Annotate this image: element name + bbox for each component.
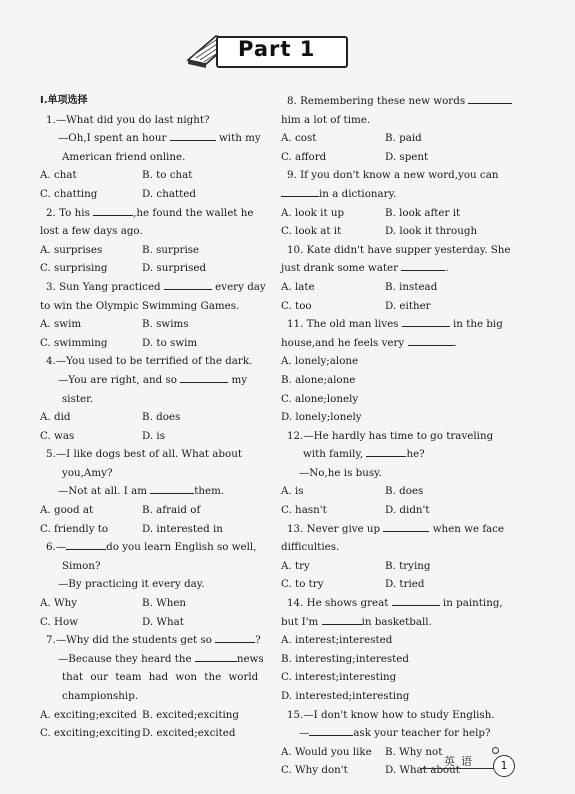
- text: when we face: [429, 522, 505, 535]
- question-6: [40, 538, 262, 631]
- text: he?: [406, 448, 425, 461]
- text: —You are right, and so: [58, 373, 181, 386]
- option-d[interactable]: D. to swim: [142, 336, 198, 349]
- answer-blank[interactable]: [401, 261, 445, 271]
- question-7: [40, 631, 262, 743]
- answer-blank[interactable]: [180, 373, 228, 383]
- option-a[interactable]: A. interest;interested: [281, 634, 393, 647]
- question-text: [40, 204, 262, 223]
- question-11: [281, 315, 517, 427]
- question-text: —By practicing it every day.: [58, 578, 205, 591]
- option-b[interactable]: B. instead: [385, 280, 438, 293]
- answer-blank[interactable]: [93, 206, 133, 216]
- option-a[interactable]: A. did: [40, 411, 71, 424]
- text: ask your teacher for help?: [353, 727, 491, 740]
- text: news: [236, 652, 264, 665]
- text: .: [445, 262, 449, 275]
- options-row: [40, 594, 262, 613]
- answer-blank[interactable]: [215, 633, 255, 643]
- option-b[interactable]: B. surprise: [142, 243, 200, 256]
- question-text: [281, 445, 517, 464]
- answer-blank[interactable]: [195, 652, 237, 662]
- option-d[interactable]: D. is: [142, 429, 166, 442]
- options-row: [40, 408, 262, 427]
- option-d[interactable]: D. excited;excited: [142, 727, 236, 740]
- option-a[interactable]: A. swim: [40, 318, 82, 331]
- question-text: [281, 259, 517, 278]
- text: —: [299, 727, 310, 740]
- text: them.: [194, 485, 225, 498]
- question-text: 12.—He hardly has time to go traveling: [287, 429, 494, 442]
- question-4: [40, 352, 262, 445]
- question-text: [281, 724, 517, 743]
- page-footer: [420, 753, 520, 777]
- text: ?: [255, 634, 261, 647]
- answer-blank[interactable]: [322, 615, 362, 625]
- question-text: Simon?: [62, 559, 101, 572]
- page-title: Part 1: [238, 37, 316, 61]
- left-column: [40, 92, 266, 743]
- text: .: [453, 336, 457, 349]
- option-c[interactable]: C. exciting;exciting: [40, 727, 141, 740]
- options-row: [40, 520, 262, 539]
- options-row: [281, 557, 517, 576]
- question-text: you,Amy?: [62, 466, 113, 479]
- question-1: [40, 111, 262, 204]
- options-row: [281, 129, 517, 148]
- option-d[interactable]: D. look it through: [385, 225, 478, 238]
- text: in a dictionary.: [319, 187, 397, 200]
- option-b[interactable]: B. alone;alone: [281, 373, 356, 386]
- text: ,he found the wallet he: [133, 206, 254, 219]
- question-text: [281, 92, 517, 111]
- question-text: 15.—I don't know how to study English.: [287, 708, 495, 721]
- text: 7.—Why did the students get so: [46, 634, 216, 647]
- option-a[interactable]: A. exciting;excited: [40, 708, 137, 721]
- answer-blank[interactable]: [150, 484, 194, 494]
- question-text: [281, 334, 517, 353]
- option-a[interactable]: A. late: [281, 280, 315, 293]
- subject-label: 英语: [444, 755, 478, 768]
- decoration-circle-icon: [492, 747, 499, 754]
- options-row: [40, 166, 262, 185]
- answer-blank[interactable]: [281, 187, 319, 197]
- question-text: 4.—You used to be terrified of the dark.: [46, 355, 253, 368]
- option-b[interactable]: B. paid: [385, 132, 422, 145]
- options-row: [281, 204, 517, 223]
- option-a[interactable]: A. try: [281, 559, 310, 572]
- option-c[interactable]: C. surprising: [40, 262, 108, 275]
- question-text: [281, 594, 517, 613]
- question-text: —No,he is busy.: [299, 466, 382, 479]
- question-text: 9. If you don't know a new word,you can: [287, 169, 499, 182]
- option-c[interactable]: C. friendly to: [40, 522, 109, 535]
- text: 6.—: [46, 541, 67, 554]
- option-c[interactable]: C. Why don't: [281, 764, 348, 777]
- question-text: to win the Olympic Swimming Games.: [40, 299, 240, 312]
- question-13: [281, 520, 517, 594]
- text: —Because they heard the: [58, 652, 195, 665]
- answer-blank[interactable]: [164, 280, 212, 290]
- text: do you learn English so well,: [106, 541, 257, 554]
- answer-blank[interactable]: [170, 131, 216, 141]
- option-a[interactable]: A. cost: [281, 132, 317, 145]
- text: 14. He shows great: [287, 597, 392, 610]
- options-row: [281, 297, 517, 316]
- text: in basketball.: [361, 615, 432, 628]
- text: —Not at all. I am: [58, 485, 151, 498]
- option-d[interactable]: D. lonely;lonely: [281, 411, 362, 424]
- option-d[interactable]: D. interested;interesting: [281, 690, 410, 702]
- question-text: that our team had won the world: [62, 671, 259, 684]
- text: 3. Sun Yang practiced: [46, 280, 164, 293]
- options-row: [281, 575, 517, 594]
- options-row: [40, 185, 262, 204]
- question-text: [40, 371, 262, 390]
- footer-divider: [420, 768, 494, 769]
- answer-blank[interactable]: [402, 317, 450, 327]
- question-3: [40, 278, 266, 352]
- options-row: [40, 427, 262, 446]
- options-row: [281, 482, 517, 501]
- question-10: [281, 241, 517, 315]
- question-14: [281, 594, 517, 706]
- options-row: [40, 613, 262, 632]
- question-text: American friend online.: [62, 150, 186, 163]
- text: but I'm: [281, 615, 322, 628]
- text: in painting,: [439, 597, 503, 610]
- option-b[interactable]: B. When: [142, 597, 187, 610]
- option-c[interactable]: C. interest;interesting: [281, 671, 397, 684]
- option-b[interactable]: B. Why not: [385, 745, 443, 758]
- answer-blank[interactable]: [366, 447, 406, 457]
- options-row: [40, 241, 262, 260]
- option-d[interactable]: D. didn't: [385, 504, 430, 517]
- answer-blank[interactable]: [66, 540, 106, 550]
- text: 13. Never give up: [287, 522, 384, 535]
- question-text: 5.—I like dogs best of all. What about: [46, 448, 242, 461]
- option-c[interactable]: C. How: [40, 615, 79, 628]
- question-text: [281, 520, 517, 539]
- option-a[interactable]: A. is: [281, 485, 304, 498]
- text: —Oh,I spent an hour: [58, 132, 170, 145]
- options-row: [40, 315, 262, 334]
- option-d[interactable]: D. What: [142, 615, 184, 628]
- question-text: difficulties.: [281, 541, 340, 554]
- question-text: [281, 185, 517, 204]
- text: 2. To his: [46, 206, 94, 219]
- question-2: [40, 204, 262, 278]
- options-row: [40, 259, 262, 278]
- options-row: [40, 706, 262, 725]
- question-5: [40, 445, 262, 538]
- option-a[interactable]: A. good at: [40, 504, 94, 517]
- options-row: [40, 501, 262, 520]
- option-a[interactable]: A. lonely;alone: [281, 355, 359, 368]
- text: every day: [211, 280, 266, 293]
- option-c[interactable]: C. swimming: [40, 336, 108, 349]
- option-d[interactable]: D. spent: [385, 150, 429, 163]
- option-b[interactable]: B. swims: [142, 318, 189, 331]
- option-c[interactable]: C. hasn't: [281, 504, 327, 517]
- option-d[interactable]: D. either: [385, 299, 431, 312]
- option-c[interactable]: C. chatting: [40, 187, 98, 200]
- option-c[interactable]: C. too: [281, 299, 312, 312]
- options-row: [281, 278, 517, 297]
- option-d[interactable]: D. What about: [385, 764, 460, 777]
- option-c[interactable]: C. to try: [281, 578, 324, 591]
- option-b[interactable]: B. to chat: [142, 169, 193, 182]
- question-text: [281, 613, 517, 632]
- option-d[interactable]: D. interested in: [142, 522, 223, 535]
- answer-blank[interactable]: [392, 596, 440, 606]
- option-c[interactable]: C. was: [40, 429, 75, 442]
- text: with family,: [303, 448, 367, 461]
- page-number: 1: [493, 755, 515, 777]
- question-text: [40, 631, 262, 650]
- options-row: [40, 334, 262, 353]
- answer-blank[interactable]: [468, 94, 512, 104]
- question-text: [40, 482, 262, 501]
- answer-blank[interactable]: [408, 336, 454, 346]
- text: in the big: [449, 318, 503, 331]
- option-b[interactable]: B. interesting;interested: [281, 652, 409, 665]
- option-b[interactable]: B. does: [142, 411, 181, 424]
- right-column: [281, 92, 517, 780]
- question-text: [40, 278, 266, 297]
- option-b[interactable]: B. excited;exciting: [142, 708, 239, 721]
- text: with my: [215, 132, 261, 145]
- question-text: 10. Kate didn't have supper yesterday. She: [287, 243, 511, 256]
- option-c[interactable]: C. look at it: [281, 225, 342, 238]
- option-d[interactable]: D. tried: [385, 578, 425, 591]
- question-text: sister.: [62, 392, 94, 405]
- options-row: [281, 148, 517, 167]
- text: house,and he feels very: [281, 336, 408, 349]
- option-b[interactable]: B. look after it: [385, 206, 461, 219]
- option-a[interactable]: A. chat: [40, 169, 77, 182]
- option-b[interactable]: B. afraid of: [142, 504, 201, 517]
- options-row: [40, 724, 262, 743]
- question-text: [40, 129, 262, 148]
- question-text: lost a few days ago.: [40, 225, 143, 238]
- text: 8. Remembering these new words: [287, 95, 469, 107]
- answer-blank[interactable]: [309, 726, 353, 736]
- options-row: [281, 222, 517, 241]
- question-9: [281, 166, 517, 240]
- text: 11. The old man lives: [287, 318, 402, 331]
- question-text: 1.—What did you do last night?: [46, 113, 210, 126]
- question-text: [40, 538, 262, 557]
- option-a[interactable]: A. Would you like: [281, 745, 372, 758]
- question-text: championship.: [62, 690, 139, 702]
- question-text: him a lot of time.: [281, 113, 371, 126]
- question-12: [281, 427, 517, 520]
- answer-blank[interactable]: [383, 522, 429, 532]
- option-a[interactable]: A. Why: [40, 597, 78, 610]
- option-d[interactable]: D. surprised: [142, 262, 207, 275]
- question-text: [281, 315, 517, 334]
- option-b[interactable]: B. trying: [385, 559, 431, 572]
- section-title: Ⅰ.单项选择: [40, 95, 88, 106]
- options-row: [281, 501, 517, 520]
- question-8: [281, 92, 517, 166]
- text: my: [228, 373, 248, 386]
- text: just drank some water: [281, 262, 402, 275]
- option-c[interactable]: C. alone;lonely: [281, 392, 359, 405]
- option-c[interactable]: C. afford: [281, 150, 327, 163]
- option-b[interactable]: B. does: [385, 485, 424, 498]
- question-text: [40, 650, 262, 669]
- option-a[interactable]: A. look it up: [281, 206, 345, 219]
- option-d[interactable]: D. chatted: [142, 187, 196, 200]
- page-header: [186, 22, 354, 70]
- option-a[interactable]: A. surprises: [40, 243, 103, 256]
